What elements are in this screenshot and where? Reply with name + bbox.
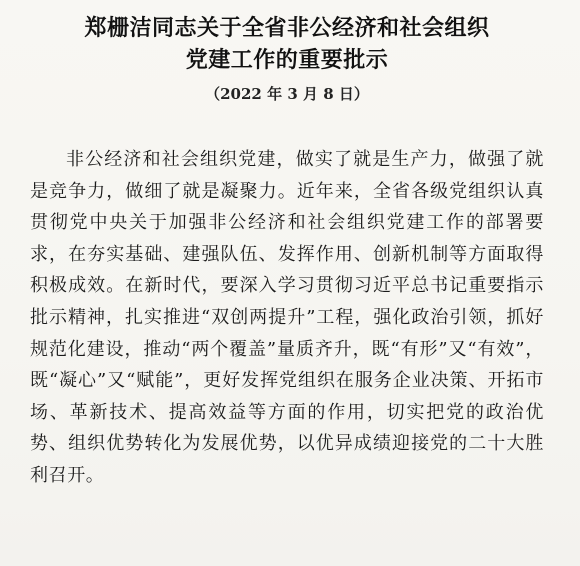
- document-date: （2022 年 3 月 8 日）: [205, 85, 369, 103]
- document-title: [30, 0, 544, 76]
- title-line-1: 郑栅洁同志关于全省非公经济和社会组织: [84, 15, 490, 41]
- body-paragraph: 非公经济和社会组织党建，做实了就是生产力，做强了就是竞争力，做细了就是凝聚力。近年来，全省各级党组织认真贯彻党中央关于加强非公经济和社会组织党建工作的部署要求，在夯实基础、建强队伍、发挥作用、创新机制等方面取得积极成效。在新时代，要深入学习贯彻习近平总书记重要指示批示精神，扎实推进“双创两提升”工程，强化政治引领，抓好规范化建设，推动“两个覆盖”量质齐升，既“有形”又“有效”，既“凝心”又“赋能”，更好发挥党组织在服务企业决策、开拓市场、革新技术、提高效益等方面的作用，切实把党的政治优势、组织优势转化为发展优势，以优异成绩迎接党的二十大胜利召开。: [30, 149, 544, 486]
- title-line-2: 党建工作的重要批示: [185, 47, 389, 73]
